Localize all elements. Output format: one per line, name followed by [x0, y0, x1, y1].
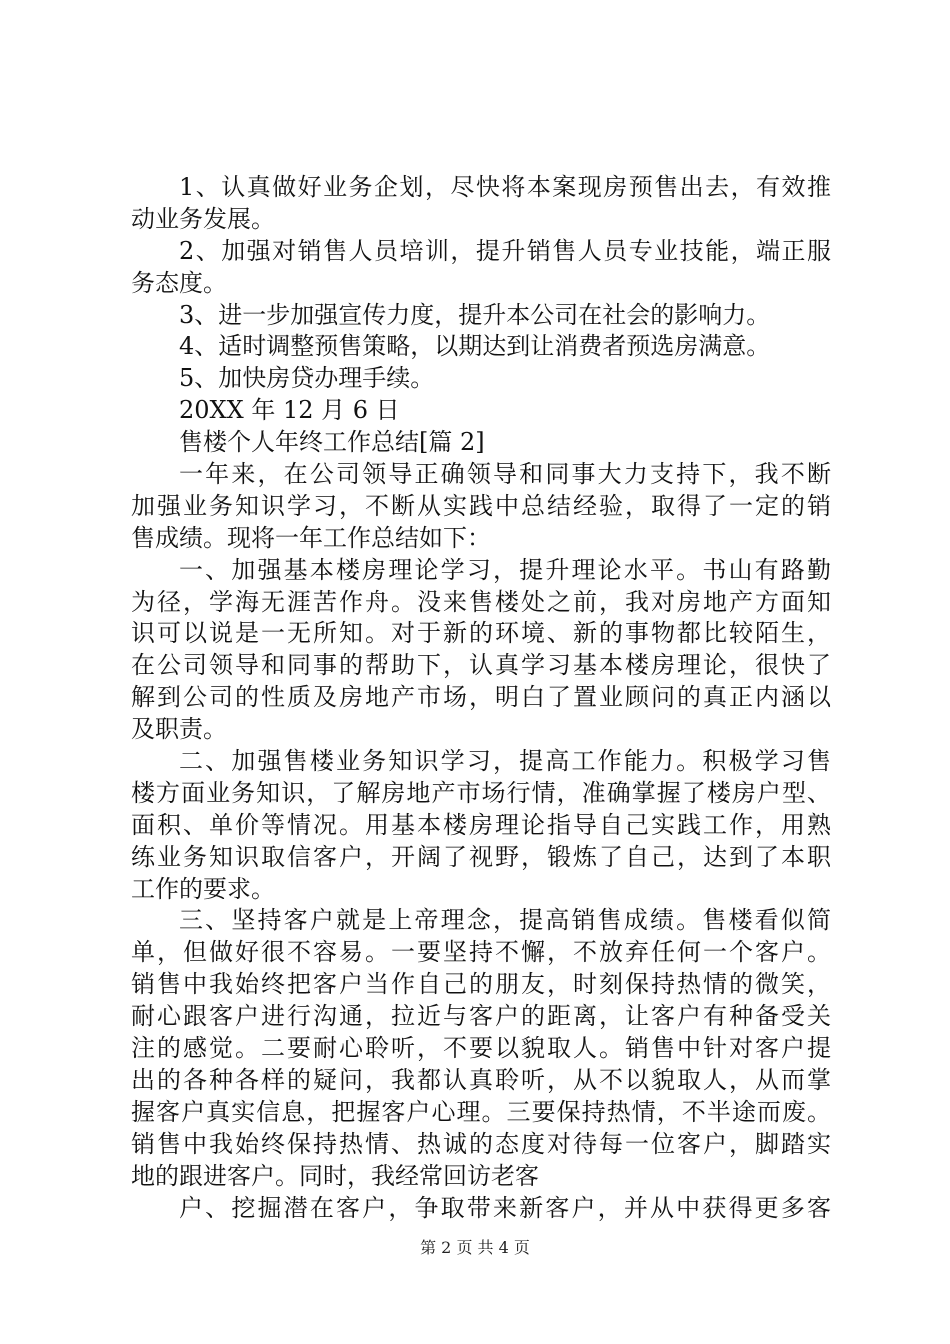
page-footer: 第 2 页 共 4 页 — [420, 1238, 530, 1257]
text-line: 动业务发展。 — [131, 204, 275, 233]
text-line: 1、认真做好业务企划，尽快将本案现房预售出去，有效推 — [179, 173, 831, 201]
text-line: 识可以说是一无所知。对于新的环境、新的事物都比较陌生， — [131, 619, 831, 648]
text-line: 出的各种各样的疑问，我都认真聆听，从不以貌取人，从而掌 — [131, 1065, 831, 1094]
text-line: 销售中我始终保持热情、热诚的态度对待每一位客户，脚踏实 — [131, 1129, 831, 1158]
text-line: 一、加强基本楼房理论学习，提升理论水平。书山有路勤 — [179, 555, 831, 584]
text-line: 户、挖掘潜在客户，争取带来新客户，并从中获得更多客 — [179, 1193, 831, 1222]
text-line: 握客户真实信息，把握客户心理。三要保持热情，不半途而废。 — [131, 1097, 831, 1126]
text-line: 一年来，在公司领导正确领导和同事大力支持下，我不断 — [179, 460, 831, 489]
text-line: 2、加强对销售人员培训，提升销售人员专业技能，端正服 — [179, 236, 831, 265]
text-line: 在公司领导和同事的帮助下，认真学习基本楼房理论，很快了 — [131, 651, 831, 680]
text-line: 5、加快房贷办理手续。 — [179, 364, 435, 393]
text-line: 销售中我始终把客户当作自己的朋友，时刻保持热情的微笑， — [131, 970, 831, 999]
text-line: 地的跟进客户。同时，我经常回访老客 — [131, 1161, 539, 1190]
text-line: 工作的要求。 — [131, 874, 275, 903]
text-line: 加强业务知识学习，不断从实践中总结经验，取得了一定的销 — [131, 491, 831, 520]
text-line: 售楼个人年终工作总结[篇 2] — [179, 428, 485, 457]
text-line: 售成绩。现将一年工作总结如下： — [131, 523, 491, 552]
text-line: 3、进一步加强宣传力度，提升本公司在社会的影响力。 — [179, 300, 771, 329]
text-line: 二、加强售楼业务知识学习，提高工作能力。积极学习售 — [179, 747, 831, 776]
text-line: 20XX 年 12 月 6 日 — [179, 396, 400, 425]
text-line: 单，但做好很不容易。一要坚持不懈，不放弃任何一个客户。 — [131, 938, 831, 967]
text-line: 注的感觉。二要耐心聆听，不要以貌取人。销售中针对客户提 — [131, 1034, 831, 1063]
body-text — [131, 172, 831, 1224]
text-line: 4、适时调整预售策略，以期达到让消费者预选房满意。 — [179, 332, 771, 361]
text-line: 楼方面业务知识，了解房地产市场行情，准确掌握了楼房户型、 — [131, 778, 831, 807]
text-line: 练业务知识取信客户，开阔了视野，锻炼了自己，达到了本职 — [131, 842, 831, 871]
text-line: 耐心跟客户进行沟通，拉近与客户的距离，让客户有种备受关 — [131, 1002, 831, 1031]
text-line: 三、坚持客户就是上帝理念，提高销售成绩。售楼看似简 — [179, 906, 831, 935]
text-line: 面积、单价等情况。用基本楼房理论指导自己实践工作，用熟 — [131, 810, 831, 839]
text-line: 及职责。 — [131, 715, 227, 744]
text-line: 解到公司的性质及房地产市场，明白了置业顾问的真正内涵以 — [131, 683, 831, 712]
text-line: 为径，学海无涯苦作舟。没来售楼处之前，我对房地产方面知 — [131, 587, 831, 616]
text-line: 务态度。 — [131, 268, 227, 297]
